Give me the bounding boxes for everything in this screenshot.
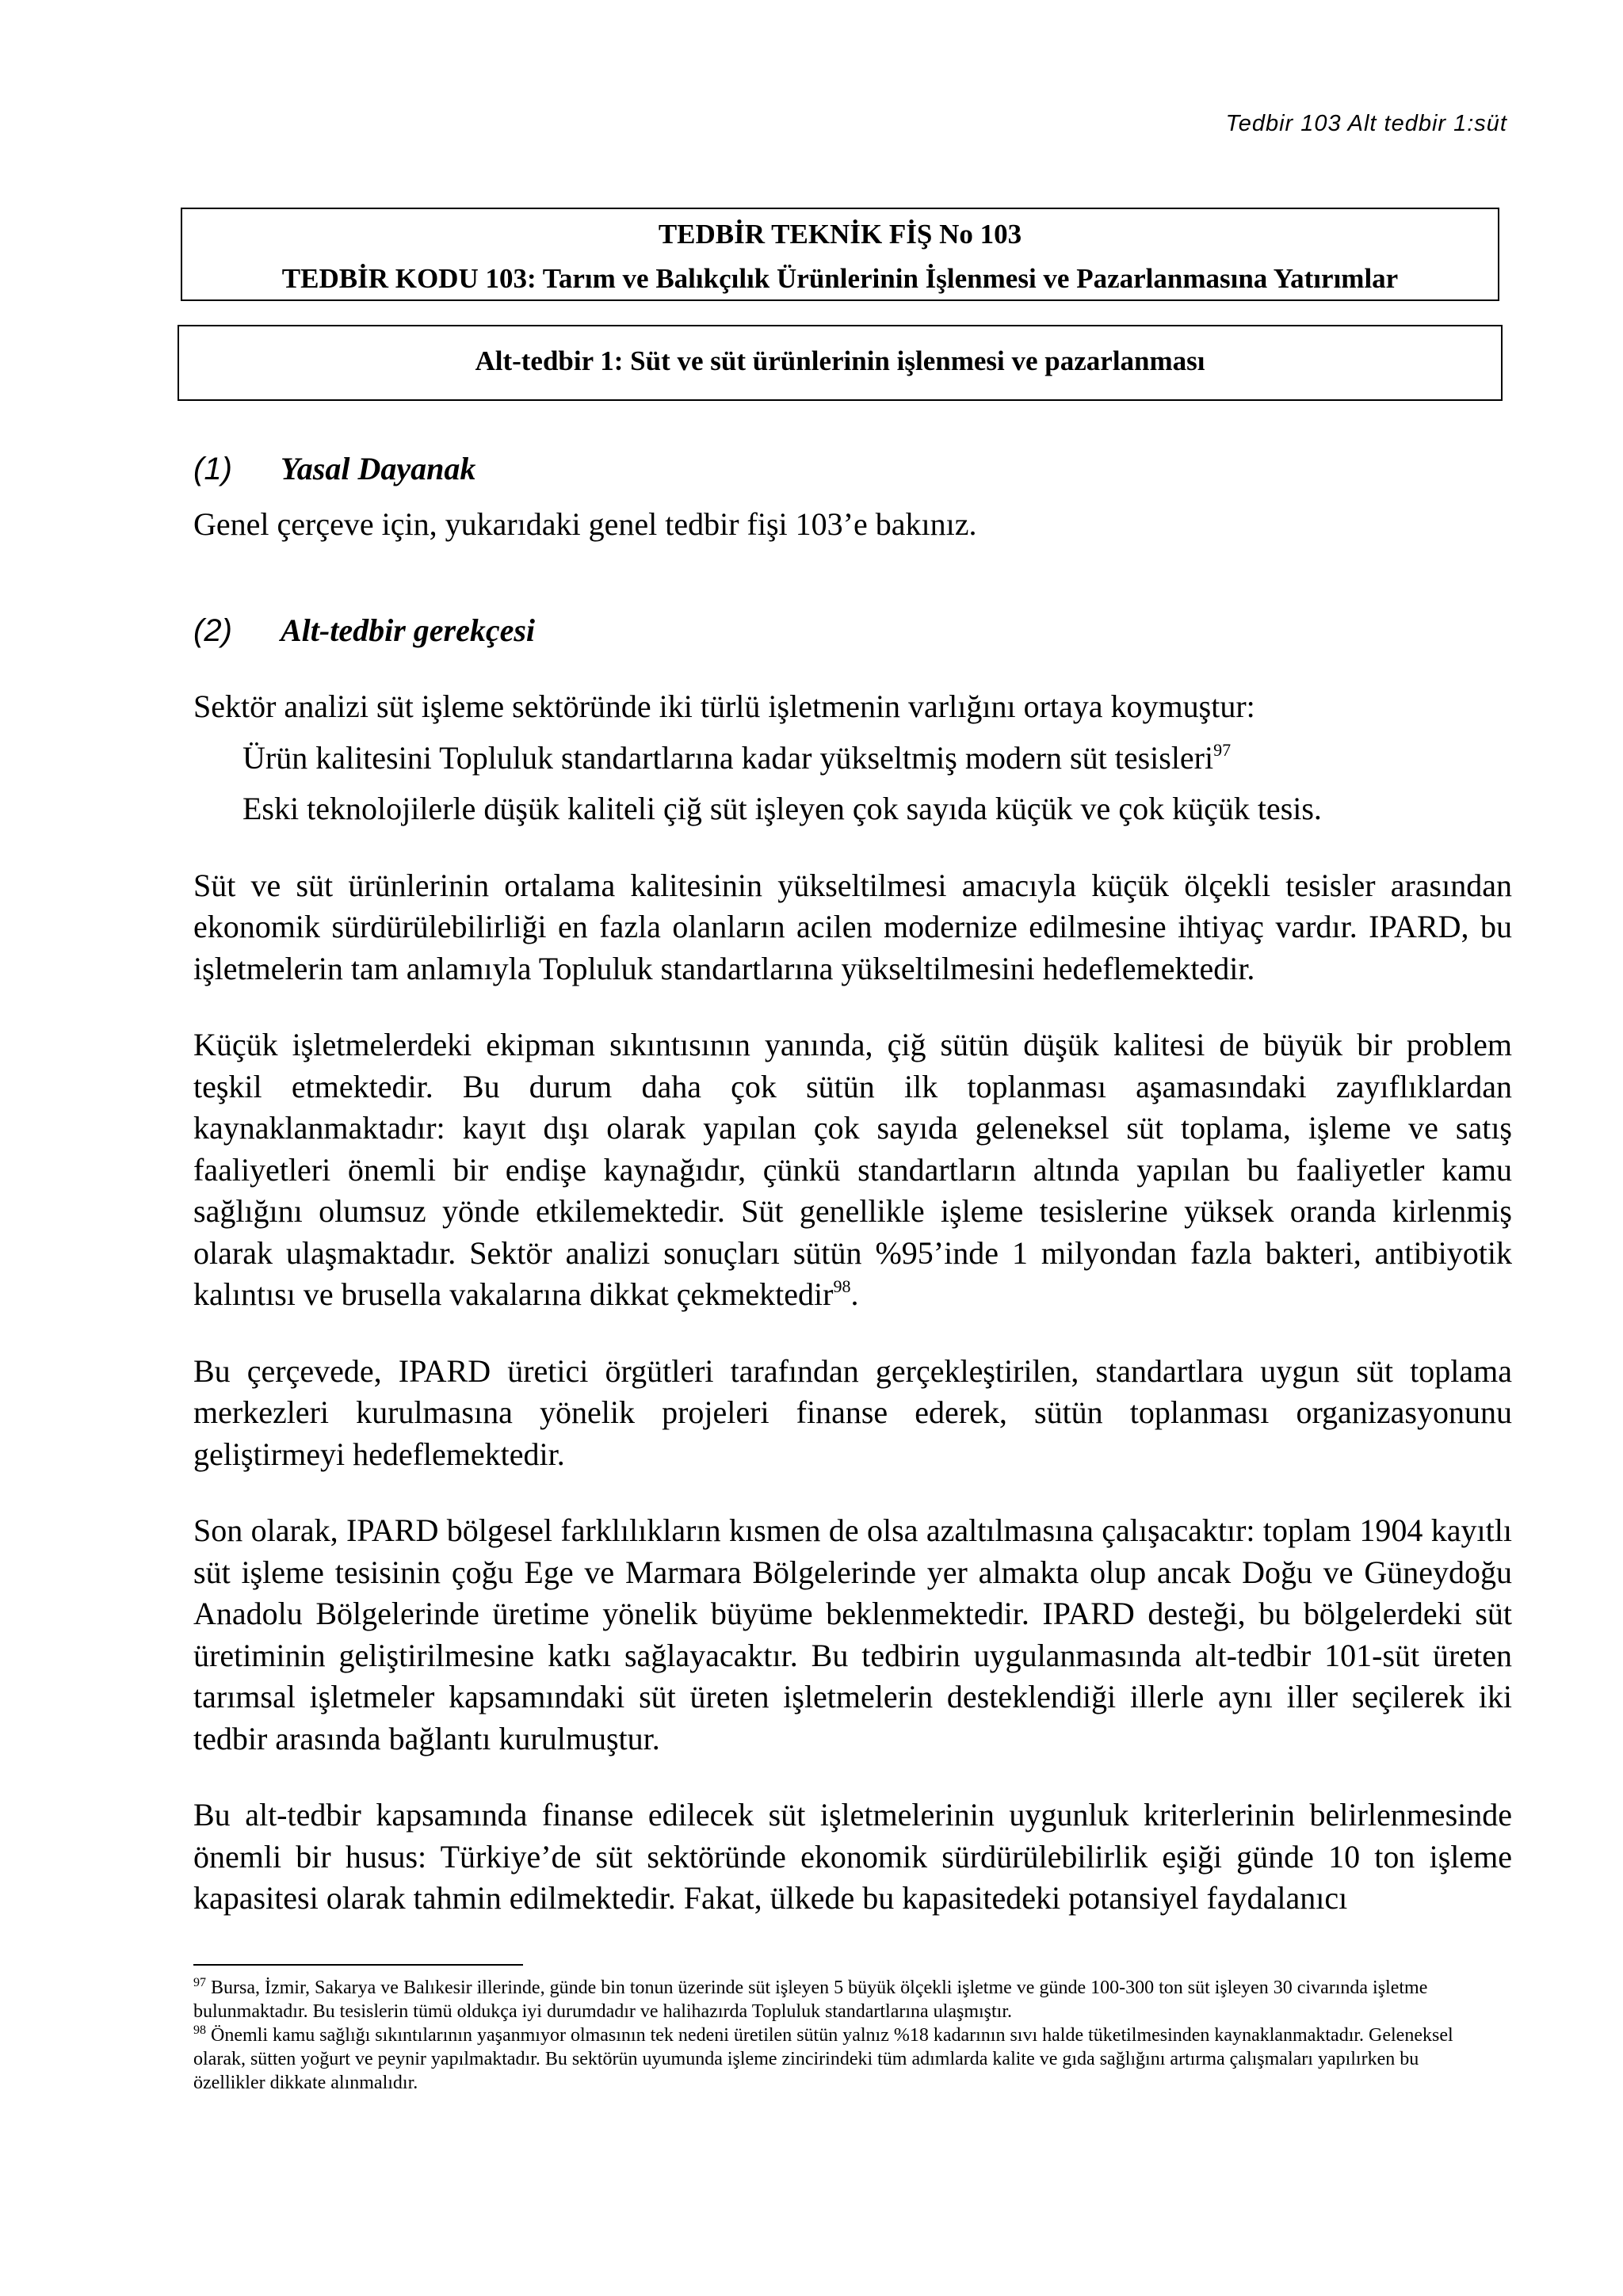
paragraph-end: . xyxy=(850,1276,859,1312)
section-2-number: (2) xyxy=(193,613,232,648)
section-2-title: Alt-tedbir gerekçesi xyxy=(281,612,536,648)
list-item xyxy=(193,738,1512,780)
footnote-number: 97 xyxy=(193,1976,206,1989)
footnote-number: 98 xyxy=(193,2023,206,2037)
subtitle-box: Alt-tedbir 1: Süt ve süt ürünlerinin işlenmesi ve pazarlanması xyxy=(178,325,1503,401)
paragraph: Bu alt-tedbir kapsamında finanse edilecek süt işletmelerinin uygunluk kriterlerinin belirlenmesinde önemli bir husus: Türkiye’de süt sektöründe ekonomik sürdürülebilirlik eşiği günde 10 ton işleme kapasitesi olarak tahmin edilmektedir. Fakat, ülkede bu kapasitedeki potansiyel faydalanıcı xyxy=(193,1797,1512,1916)
paragraph-text: Küçük işletmelerdeki ekipman sıkıntısının yanında, çiğ sütün düşük kalitesi de büyük bir problem teşkil etmektedir. Bu durum daha çok sütün ilk toplanması aşamasındaki zayıflıklardan kaynaklanmaktadır: kayıt dışı olarak yapılan çok sayıda geleneksel süt toplama, işleme ve satış faaliyetleri önemli bir endişe kaynağıdır, çünkü standartların altında yapılan bu faaliyetler kamu sağlığını olumsuz yönde etkilemektedir. Süt genellikle işleme tesislerine yüksek oranda kirlenmiş olarak ulaşmaktadır. Sektör analizi sonuçları sütün %95’inde 1 milyondan fazla bakteri, antibiyotik kalıntısı ve brusella vakalarına dikkat çekmektedir xyxy=(193,1027,1512,1312)
section-1-text: Genel çerçeve için, yukarıdaki genel tedbir fişi 103’e bakınız. xyxy=(193,506,977,542)
list-item-text: Ürün kalitesini Topluluk standartlarına kadar yükseltmiş modern süt tesisleri xyxy=(242,739,1214,776)
paragraph xyxy=(193,1024,1512,1316)
section-1-title: Yasal Dayanak xyxy=(281,451,476,486)
paragraph: Son olarak, IPARD bölgesel farklılıkların kısmen de olsa azaltılmasına çalışacaktır: toplam 1904 kayıtlı süt işleme tesisinin çoğu Ege ve Marmara Bölgelerinde yer almakta olup ancak Doğu ve Güneydoğu Anadolu Bölgelerinde üretime yönelik büyüme beklenmektedir. IPARD desteği, bu bölgelerdeki süt üretiminin geliştirilmesine katkı sağlayacaktır. Bu tedbirin uygulanmasında alt-tedbir 101-süt üreten tarımsal işletmeler kapsamındaki süt üreten işletmelerin desteklendiği illerle aynı iller seçilerek iki tedbir arasında bağlantı kurulmuştur. xyxy=(193,1512,1512,1756)
title-box xyxy=(181,208,1499,301)
footnote-97 xyxy=(193,1976,1493,2023)
footnote-text: Önemli kamu sağlığı sıkıntılarının yaşanmıyor olmasının tek nedeni üretilen sütün yalnız %18 kadarının sıvı halde tüketilmesinden kaynaklanmaktadır. Geleneksel olarak, sütten yoğurt ve peynir yapılmaktadır. Bu sektörün uyumunda işleme zincirindeki tüm adımlarda kalite ve gıda sağlığını artırma çalışmaları yapılırken bu özellikler dikkate alınmalıdır. xyxy=(193,2025,1453,2093)
section-2-heading xyxy=(193,612,535,649)
section-2-body xyxy=(193,686,1512,1920)
intro-paragraph: Sektör analizi süt işleme sektöründe iki türlü işletmenin varlığını ortaya koymuştur: xyxy=(193,688,1255,724)
footnote-ref-97: 97 xyxy=(1213,739,1232,760)
footnote-text: Bursa, İzmir, Sakarya ve Balıkesir illerinde, günde bin tonun üzerinde süt işleyen 5 büyük ölçekli işletme ve günde 100-300 ton süt işleyen 30 civarında işletme bulunmaktadır. Bu tesislerin tümü oldukça iyi durumdadır ve halihazırda Topluluk standartlarına ulaşmıştır. xyxy=(193,1978,1428,2022)
section-1-heading xyxy=(193,450,475,487)
paragraph: Bu çerçevede, IPARD üretici örgütleri tarafından gerçekleştirilen, standartlara uygun süt toplama merkezleri kurulmasına yönelik projeleri finanse ederek, sütün toplanması organizasyonunu geliştirmeyi hedeflemektedir. xyxy=(193,1352,1512,1472)
list-item: Eski teknolojilerle düşük kaliteli çiğ süt işleyen çok sayıda küçük ve çok küçük tesis. xyxy=(242,791,1322,826)
footnote-ref-98: 98 xyxy=(833,1276,851,1296)
paragraph: Süt ve süt ürünlerinin ortalama kalitesinin yükseltilmesi amacıyla küçük ölçekli tesisler arasından ekonomik sürdürülebilirliği en fazla olanların acilen modernize edilmesine ihtiyaç vardır. IPARD, bu işletmelerin tam anlamıyla Topluluk standartlarına yükseltilmesini hedeflemektedir. xyxy=(193,867,1512,986)
section-1-number: (1) xyxy=(193,452,232,486)
title-line-1: TEDBİR TEKNİK FİŞ No 103 xyxy=(658,219,1022,250)
footnote-98 xyxy=(193,2023,1493,2095)
footnote-divider xyxy=(193,1964,523,1966)
title-line-2: TEDBİR KODU 103: Tarım ve Balıkçılık Ürünlerinin İşlenmesi ve Pazarlanmasına Yatırımlar xyxy=(281,263,1399,294)
running-header: Tedbir 103 Alt tedbir 1:süt xyxy=(1225,111,1507,136)
footnotes xyxy=(193,1976,1493,2095)
